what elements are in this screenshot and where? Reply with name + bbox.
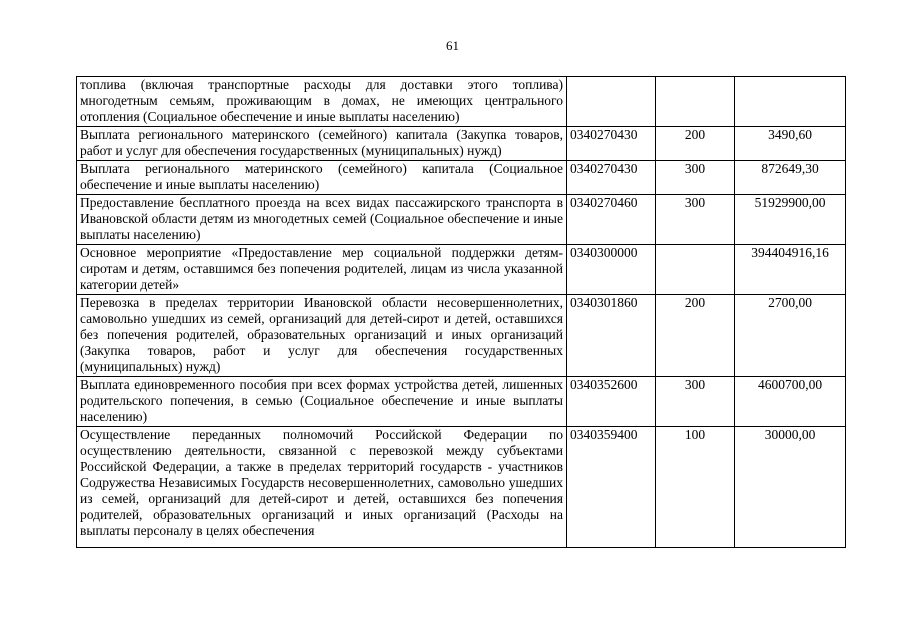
row-name: Выплата регионального материнского (семейного) капитала (Социальное обеспечение и иные выплаты населению) (77, 161, 567, 195)
table-row (77, 195, 846, 245)
row-code: 0340300000 (567, 245, 656, 295)
row-code: 0340270460 (567, 195, 656, 245)
row-sum: 394404916,16 (735, 245, 846, 295)
row-expense-type: 100 (656, 427, 735, 548)
row-name: Выплата единовременного пособия при всех формах устройства детей, лишенных родительского попечения, в семью (Социальное обеспечение и иные выплаты населению) (77, 377, 567, 427)
row-sum: 872649,30 (735, 161, 846, 195)
row-expense-type: 300 (656, 161, 735, 195)
row-sum: 4600700,00 (735, 377, 846, 427)
row-expense-type: 300 (656, 377, 735, 427)
table-row (77, 77, 846, 127)
row-code: 0340270430 (567, 127, 656, 161)
row-code (567, 77, 656, 127)
row-code: 0340301860 (567, 295, 656, 377)
row-sum: 3490,60 (735, 127, 846, 161)
row-name: Основное мероприятие «Предоставление мер социальной поддержки детям-сиротам и детям, оставшимся без попечения родителей, лицам из числа указанной категории детей» (77, 245, 567, 295)
row-name: топлива (включая транспортные расходы для доставки этого топлива) многодетным семьям, проживающим в домах, не имеющих центрального отопления (Социальное обеспечение и иные выплаты населению) (77, 77, 567, 127)
row-expense-type: 300 (656, 195, 735, 245)
row-expense-type: 200 (656, 127, 735, 161)
table-row (77, 295, 846, 377)
table-row (77, 427, 846, 548)
row-name-cell (77, 427, 567, 548)
row-expense-type: 200 (656, 295, 735, 377)
row-code: 0340270430 (567, 161, 656, 195)
row-sum: 51929900,00 (735, 195, 846, 245)
row-code: 0340359400 (567, 427, 656, 548)
row-expense-type (656, 77, 735, 127)
row-code: 0340352600 (567, 377, 656, 427)
row-sum (735, 77, 846, 127)
row-sum: 30000,00 (735, 427, 846, 548)
table-row (77, 245, 846, 295)
table-row (77, 161, 846, 195)
budget-table (76, 76, 846, 548)
row-name: Перевозка в пределах территории Ивановской области несовершеннолетних, самовольно ушедших из семей, организаций для детей-сирот и детей, оставшихся без попечения родителей, образовательных организаций и иных организаций (Закупка товаров, работ и услуг для обеспечения государственных (муниципальных) нужд) (77, 295, 567, 377)
row-name: Выплата регионального материнского (семейного) капитала (Закупка товаров, работ и услуг для обеспечения государственных (муниципальных) нужд) (77, 127, 567, 161)
page-number: 61 (446, 38, 459, 53)
table-row (77, 377, 846, 427)
table-row (77, 127, 846, 161)
row-name: Предоставление бесплатного проезда на всех видах пассажирского транспорта в Ивановской области детям из многодетных семей (Социальное обеспечение и иные выплаты населению) (77, 195, 567, 245)
row-expense-type (656, 245, 735, 295)
row-sum: 2700,00 (735, 295, 846, 377)
row-name: Осуществление переданных полномочий Российской Федерации по осуществлению деятельности, связанной с перевозкой между субъектами Российской Федерации, а также в пределах территорий государств - участников Содружества Независимых Государств несовершеннолетних, самовольно ушедших из семей, организаций для детей-сирот и детей, оставшихся без попечения родителей, образовательных организаций и иных организаций (Расходы на выплаты персоналу в целях обеспечения (80, 427, 563, 538)
